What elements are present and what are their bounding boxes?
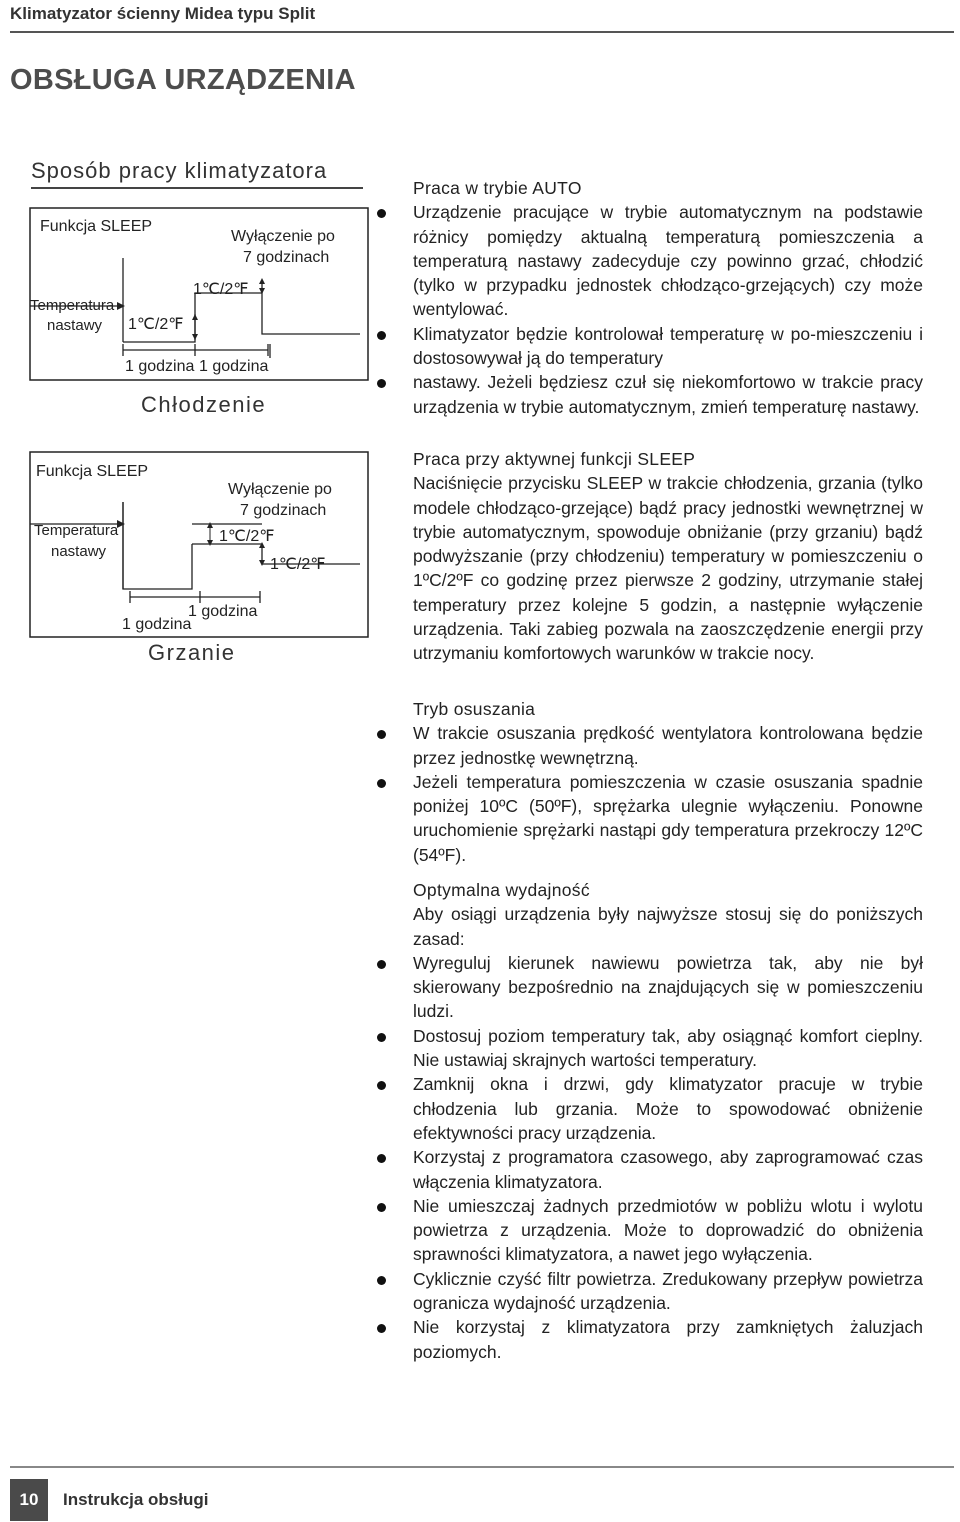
header-rule	[10, 31, 954, 33]
cooling-function-label: Funkcja SLEEP	[40, 218, 153, 235]
heating-hour-1: 1 godzina	[188, 603, 258, 620]
cooling-step-1: 1℃/2℉	[128, 316, 184, 333]
cooling-hour-2: 1 godzina	[199, 358, 269, 375]
auto-section	[413, 176, 923, 419]
sleep-cooling-diagram	[30, 208, 368, 380]
auto-bullet: Klimatyzator będzie kontrolował temperaturę w po-mieszczeniu i dostosowywał ją do temperatury	[413, 322, 923, 371]
footer-rule	[10, 1466, 954, 1468]
dry-section	[413, 697, 923, 867]
performance-bullet: Cyklicznie czyść filtr powietrza. Zredukowany przepływ powietrza ogranicza wydajność urządzenia.	[413, 1267, 923, 1316]
cooling-step-2: 1℃/2℉	[193, 281, 249, 298]
page-number: 10	[10, 1479, 48, 1521]
cooling-setpoint-label-2: nastawy	[47, 317, 103, 334]
section-title: OBSŁUGA URZĄDZENIA	[10, 64, 356, 96]
performance-bullet: Korzystaj z programatora czasowego, aby zaprogramować czas włączenia klimatyzatora.	[413, 1145, 923, 1194]
auto-heading: Praca w trybie AUTO	[413, 178, 582, 198]
sleep-heading: Praca przy aktywnej funkcji SLEEP	[413, 449, 696, 469]
heating-step-2: 1℃/2℉	[270, 556, 326, 573]
sleep-text: Naciśnięcie przycisku SLEEP w trakcie chłodzenia, grzania (tylko modele chłodząco-grzejące) bądź pracy jednostki wewnętrznej w trybie automatycznym, spowoduje obniżanie (przy grzaniu) bądź podwyższanie (przy chłodzeniu) temperatury w pomieszczeniu o 1ºC/2ºF co godzinę przez pierwsze 2 godziny, utrzymanie stałej temperatury przez kolejne 5 godzin, a następnie wyłączenie urządzenia. Taki zabieg pozwala na zaoszczędzenie energii przy utrzymaniu komfortowych warunków w trakcie nocy.	[413, 473, 923, 664]
cooling-off-label-2: 7 godzinach	[243, 249, 330, 266]
performance-bullet: Nie umieszczaj żadnych przedmiotów w pobliżu wlotu i wylotu powietrza z urządzenia. Może to doprowadzić do obniżenia sprawności klimatyzatora, a nawet jego wyłączenia.	[413, 1194, 923, 1267]
heating-hour-2: 1 godzina	[122, 616, 192, 633]
heating-off-label-1: Wyłączenie po	[228, 481, 332, 498]
auto-bullet: Urządzenie pracujące w trybie automatycznym na podstawie różnicy pomiędzy aktualną temperaturą pomieszczenia a temperaturą nastawy zadecyduje czy powinno grzać, chłodzić (tylko w przypadku jednostek chłodząco-grzejących) czy może wentylować.	[413, 200, 923, 321]
cooling-setpoint-label-1: Temperatura	[30, 297, 115, 314]
dry-bullet: W trakcie osuszania prędkość wentylatora kontrolowana będzie przez jednostkę wewnętrzną.	[413, 721, 923, 770]
performance-bullet: Zamknij okna i drzwi, gdy klimatyzator pracuje w trybie chłodzenia lub grzania. Może to spowodować obniżenie efektywności pracy urządzenia.	[413, 1072, 923, 1145]
dry-heading: Tryb osuszania	[413, 699, 536, 719]
performance-heading: Optymalna wydajność	[413, 880, 590, 900]
heating-setpoint-label-2: nastawy	[51, 543, 107, 560]
dry-bullet: Jeżeli temperatura pomieszczenia w czasie osuszania spadnie poniżej 10ºC (50ºF), sprężarka ulegnie wyłączeniu. Ponowne uruchomienie sprężarki nastąpi gdy temperatura przekroczy 12ºC (54ºF).	[413, 770, 923, 867]
heating-function-label: Funkcja SLEEP	[36, 463, 149, 480]
footer-label: Instrukcja obsługi	[63, 1490, 209, 1509]
sleep-heating-diagram	[30, 452, 368, 637]
performance-intro: Aby osiągi urządzenia były najwyższe stosuj się do poniższych zasad:	[413, 904, 923, 949]
document-header-title: Klimatyzator ścienny Midea typu Split	[10, 4, 316, 23]
cooling-caption: Chłodzenie	[141, 392, 267, 417]
auto-bullet: nastawy. Jeżeli będziesz czuł się niekomfortowo w trakcie pracy urządzenia w trybie automatycznym, zmień temperaturę nastawy.	[413, 370, 923, 419]
heating-off-label-2: 7 godzinach	[240, 502, 327, 519]
subsection-title: Sposób pracy klimatyzatora	[31, 158, 328, 183]
heating-caption: Grzanie	[148, 640, 236, 665]
heating-setpoint-label-1: Temperatura	[34, 522, 119, 539]
performance-bullet: Wyreguluj kierunek nawiewu powietrza tak, aby nie był skierowany bezpośrednio na znajdujących się w pomieszczeniu ludzi.	[413, 951, 923, 1024]
performance-bullet: Dostosuj poziom temperatury tak, aby osiągnąć komfort cieplny. Nie ustawiaj skrajnych wartości temperatury.	[413, 1024, 923, 1073]
cooling-hour-1: 1 godzina	[125, 358, 195, 375]
subsection-rule	[31, 187, 363, 189]
performance-section	[413, 878, 923, 1364]
sleep-section	[413, 447, 923, 666]
cooling-off-label-1: Wyłączenie po	[231, 228, 335, 245]
heating-step-1: 1℃/2℉	[219, 528, 275, 545]
performance-bullet: Nie korzystaj z klimatyzatora przy zamkniętych żaluzjach poziomych.	[413, 1315, 923, 1364]
